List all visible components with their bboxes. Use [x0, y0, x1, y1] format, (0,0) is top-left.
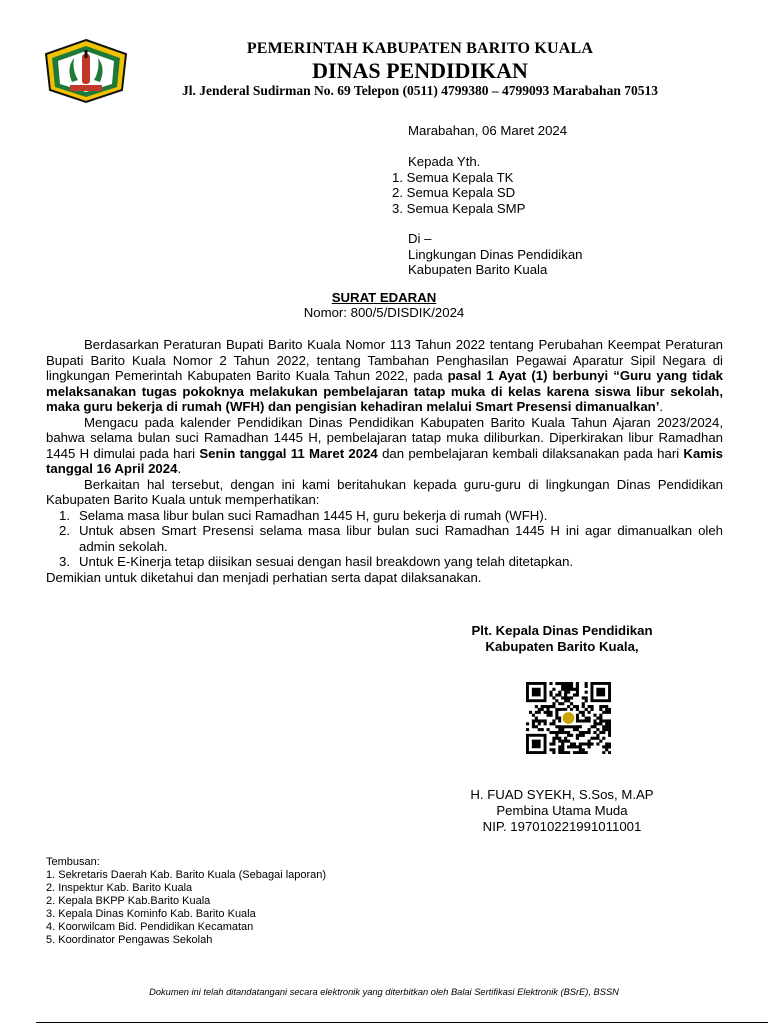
signatory-rank: Pembina Utama Muda	[496, 803, 628, 818]
body-paragraph-3: Berkaitan hal tersebut, dengan ini kami beritahukan kepada guru-guru di lingkungan Dinas Pendidikan Kabupaten Barito Kuala untuk memperhatikan:	[46, 476, 723, 507]
signatory-title-2: Kabupaten Barito Kuala,	[485, 639, 639, 654]
regency-logo	[42, 38, 130, 104]
qr-code-icon	[526, 682, 611, 754]
body-paragraph-2: Mengacu pada kalender Pendidikan Dinas Pendidikan Kabupaten Barito Kuala Tahun Ajaran 2023/2024, bahwa selama bulan suci Ramadhan 1445 H, pembelajaran tatap muka diliburkan. Diperkirakan libur Ramadhan 1445 H dimulai pada hari Senin tanggal 11 Maret 2024 dan pembelajaran kembali dilaksanakan pada hari Kamis tanggal 16 April 2024.	[46, 414, 724, 476]
letter-number: Nomor: 800/5/DISDIK/2024	[303, 305, 465, 320]
recipient-item: 2. Semua Kepala SD	[392, 185, 516, 200]
footer-rule	[36, 1022, 768, 1023]
copies-item: 1. Sekretaris Daerah Kab. Barito Kuala (Sebagai laporan)	[46, 869, 327, 881]
copies-item: 3. Kepala Dinas Kominfo Kab. Barito Kuala	[46, 908, 256, 920]
government-name: PEMERINTAH KABUPATEN BARITO KUALA	[246, 40, 594, 57]
signatory-nip: NIP. 197010221991011001	[482, 819, 642, 834]
copies-block	[46, 856, 326, 947]
instruction-item: 3. Untuk E-Kinerja tetap diisikan sesuai dengan hasil breakdown yang telah ditetapkan.	[59, 554, 574, 569]
agency-address: Jl. Jenderal Sudirman No. 69 Telepon (0511) 4799380 – 4799093 Marabahan 70513	[182, 83, 658, 98]
recipient-item: 3. Semua Kepala SMP	[392, 200, 526, 216]
recipient-salutation: Kepada Yth.	[408, 154, 481, 169]
regency-crest-icon	[42, 38, 130, 104]
letter-date: Marabahan, 06 Maret 2024	[408, 123, 568, 138]
signature-qr-code	[526, 682, 611, 754]
instruction-list	[46, 508, 723, 570]
agency-name: DINAS PENDIDIKAN	[312, 58, 528, 83]
copies-item: 5. Koordinator Pengawas Sekolah	[46, 934, 213, 946]
letter-body	[46, 337, 723, 585]
recipient-place-2: Kabupaten Barito Kuala	[408, 262, 548, 277]
recipient-item: 1. Semua Kepala TK	[392, 169, 514, 185]
letter-title: SURAT EDARAN	[331, 290, 437, 305]
electronic-signature-note: Dokumen ini telah ditandatangani secara elektronik yang diterbitkan oleh Balai Sertifikasi Elektronik (BSrE), BSSN	[149, 987, 619, 997]
instruction-item: 2. Untuk absen Smart Presensi selama masa libur bulan suci Ramadhan 1445 H ini agar dimanualkan oleh admin sekolah.	[59, 523, 723, 554]
copies-item: 2. Inspektur Kab. Barito Kuala	[46, 882, 193, 894]
signatory-name: H. FUAD SYEKH, S.Sos, M.AP	[470, 787, 654, 802]
recipient-di: Di –	[408, 231, 432, 246]
body-paragraph-1: Berdasarkan Peraturan Bupati Barito Kuala Nomor 113 Tahun 2022 tentang Perubahan Keempat Peraturan Bupati Barito Kuala Nomor 2 Tahun 2022, tentang Tambahan Penghasilan Pegawai Aparatur Sipil Negara di lingkungan Pemerintah Kabupaten Barito Kuala Tahun 2022, pada pasal 1 Ayat (1) berbunyi “Guru yang tidak melaksanakan tugas pokoknya melakukan pembelajaran tatap muka di kelas karena siswa libur sekolah, maka guru bekerja di rumah (WFH) dan pengisian kehadiran melalui Smart Presensi dimanualkan’.	[46, 337, 723, 414]
copies-label: Tembusan:	[46, 856, 100, 868]
recipient-place-1: Lingkungan Dinas Pendidikan	[408, 246, 583, 262]
recipient-block	[392, 154, 722, 278]
copies-item: 4. Koorwilcam Bid. Pendidikan Kecamatan	[46, 921, 254, 933]
copies-item: 2. Kepala BKPP Kab.Barito Kuala	[46, 895, 211, 907]
closing-sentence: Demikian untuk diketahui dan menjadi perhatian serta dapat dilaksanakan.	[46, 569, 482, 585]
instruction-item: 1. Selama masa libur bulan suci Ramadhan 1445 H, guru bekerja di rumah (WFH).	[59, 507, 548, 523]
signatory-title-1: Plt. Kepala Dinas Pendidikan	[471, 623, 653, 638]
